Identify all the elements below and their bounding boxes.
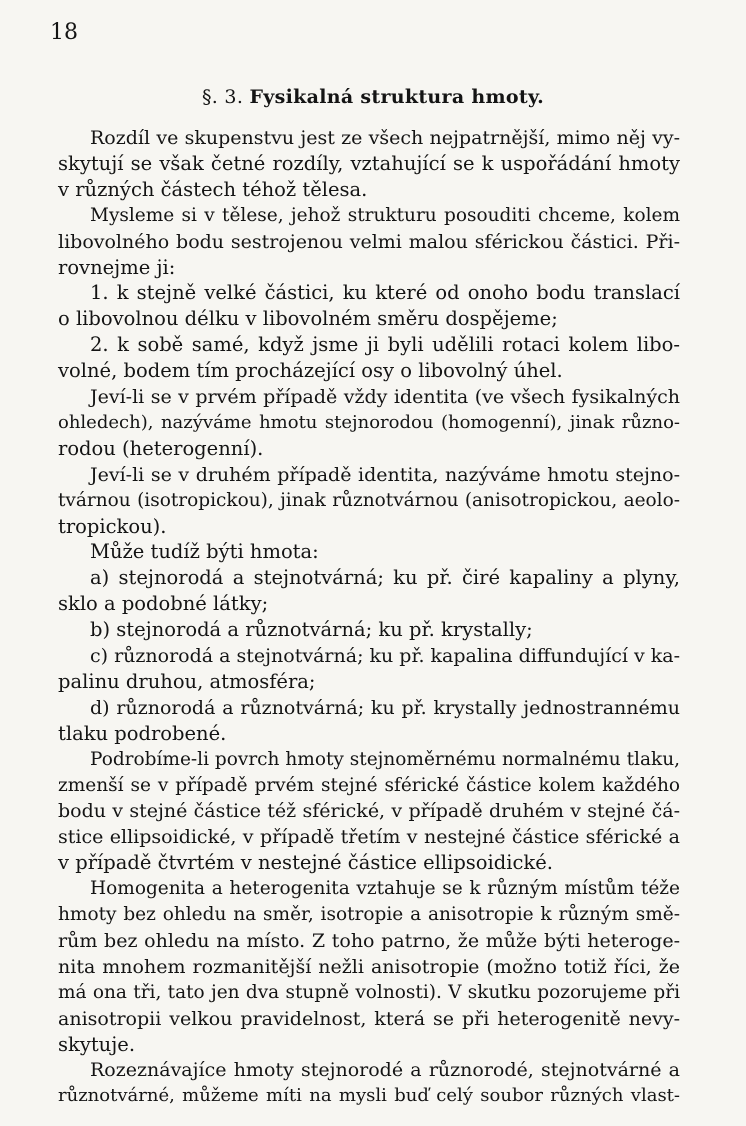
text-line: anisotropii velkou pravidelnost, která se při heterogenitě nevy-	[58, 1008, 680, 1030]
text-line: zmenší se v případě prvém stejné sférické částice kolem každého	[58, 775, 680, 796]
text-line: Rozdíl ve skupenstvu jest ze všech nejpatrnější, mimo něj vy-	[90, 127, 680, 149]
text-line: a) stejnorodá a stejnotvárná; ku př. čiré kapaliny a plyny,	[90, 566, 680, 589]
text-line: b) stejnorodá a různotvárná; ku př. krystally;	[90, 618, 533, 641]
text-line: rům bez ohledu na místo. Z toho patrno, že může býti heteroge-	[58, 930, 680, 952]
text-line: libovolného bodu sestrojenou velmi malou sférickou částici. Při-	[58, 231, 680, 253]
text-line: v různých částech téhož tělesa.	[58, 178, 368, 201]
text-line: hmoty bez ohledu na směr, isotropie a anisotropie k různým smě-	[58, 904, 680, 925]
text-line: Homogenita a heterogenita vztahuje se k různým místům téže	[90, 878, 680, 899]
text-line: stice ellipsoidické, v případě třetím v nestejné částice sférické a	[58, 826, 680, 848]
text-line: volné, bodem tím procházející osy o libovolný úhel.	[58, 359, 563, 382]
text-line: Může tudíž býti hmota:	[90, 540, 319, 563]
text-line: nita mnohem rozmanitější nežli anisotropie (možno totiž říci, že	[58, 956, 680, 978]
text-line: rovnejme ji:	[58, 256, 176, 279]
text-line: rodou (heterogenní).	[58, 437, 264, 460]
text-line: d) různorodá a různotvárná; ku př. krystally jednostrannému	[90, 697, 680, 719]
text-line: Jeví-li se v druhém případě identita, nazýváme hmotu stejno-	[90, 464, 680, 486]
page-number: 18	[50, 20, 78, 45]
text-line: ohledech), nazýváme hmotu stejnorodou (homogenní), jinak různo-	[58, 412, 680, 433]
text-line: 1. k stejně velké částici, ku které od onoho bodu translací	[90, 281, 680, 304]
text-line: bodu v stejné částice též sférické, v případě druhém v stejné čá-	[58, 800, 680, 822]
text-line: sklo a podobné látky;	[58, 592, 269, 615]
text-line: Mysleme si v tělese, jehož strukturu posouditi chceme, kolem	[90, 205, 680, 226]
text-line: c) různorodá a stejnotvárná; ku př. kapalina diffundující v ka-	[90, 645, 680, 667]
text-line: Podrobíme-li povrch hmoty stejnoměrnému normalnému tlaku,	[90, 749, 680, 770]
section-title: Fysikalná struktura hmoty.	[249, 86, 545, 108]
text-line: skytuje.	[58, 1033, 136, 1056]
text-line: 2. k sobě samé, když jsme ji byli udělili rotaci kolem libo-	[90, 333, 680, 356]
text-line: tlaku podrobené.	[58, 722, 227, 745]
text-line: Jeví-li se v prvém případě vždy identita (ve všech fysikalných	[90, 386, 680, 408]
text-line: tvárnou (isotropickou), jinak různotvárnou (anisotropickou, aeolo-	[58, 490, 680, 511]
text-line: Rozeznávajíce hmoty stejnorodé a různorodé, stejnotvárné a	[90, 1059, 680, 1081]
text-line: o libovolnou délku v libovolném směru dospějeme;	[58, 307, 558, 330]
text-line: v případě čtvrtém v nestejné částice ellipsoidické.	[58, 851, 553, 874]
section-heading	[0, 86, 746, 108]
text-line: různotvárné, můžeme míti na mysli buď celý soubor různých vlast-	[58, 1085, 680, 1106]
section-number: §. 3.	[201, 86, 244, 108]
text-line: má ona tři, tato jen dva stupně volnosti). V skutku pozorujeme při	[58, 982, 680, 1003]
text-line: skytují se však četné rozdíly, vztahující se k uspořádání hmoty	[58, 152, 680, 175]
text-line: palinu druhou, atmosféra;	[58, 670, 316, 693]
text-line: tropickou).	[58, 515, 167, 538]
